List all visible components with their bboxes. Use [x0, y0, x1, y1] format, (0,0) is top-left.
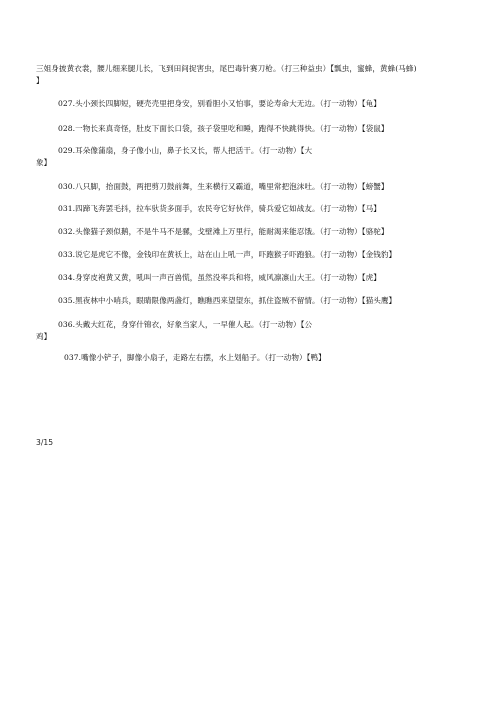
page-number: 3/15	[36, 438, 54, 447]
riddle-034: 034.身穿皮袍黄又黄，吼叫一声百兽慌，虽然没率兵和将，威风凛凛山大王。（打一动物）【虎】	[58, 273, 381, 282]
riddle-029: 029.耳朵像蒲扇，身子像小山，鼻子长又长，帮人把活干。（打一动物）【大	[58, 146, 313, 155]
riddle-026-continuation: 三姐身披黄衣裳，腰儿细来腿儿长，飞到田间捉害虫，尾巴毒针赛刀枪。（打三种益虫）【瓢虫，蜜蜂，黄蜂(马蜂)	[36, 64, 417, 73]
riddle-026-continuation-end: 】	[36, 76, 44, 85]
riddle-027: 027.头小颈长四脚短，硬壳壳里把身安，别看胆小又怕事，要论寿命大无边。（打一动物）【龟】	[58, 99, 381, 108]
riddle-035: 035.黑夜林中小哨兵，眼睛限像两盏灯，瞧瞧西来望望东，抓住盗贼不留情。（打一动物）【猫头鹰】	[58, 296, 397, 305]
riddle-030: 030.八只脚，抬面鼓，两把剪刀鼓前舞，生来横行又霸道，嘴里常把泡沫吐。（打一动物）【螃蟹】	[58, 182, 389, 191]
riddle-031: 031.四蹄飞奔罢毛抖，拉车驮货多面手，农民夸它好伙伴，骑兵爱它如战友。（打一动物）【马】	[58, 204, 381, 213]
riddle-037: 037.嘴像小铲子，脚像小扇子，走路左右摆，水上划船子。（打一动物）【鸭】	[64, 353, 326, 362]
riddle-033: 033.说它是虎它不像，金钱印在黄袄上，站在山上吼一声，吓跑猴子吓跑狼。（打一动物）【金钱豹】	[58, 250, 397, 259]
riddle-036-continuation: 鸡】	[36, 332, 52, 341]
riddle-036: 036.头戴大红花，身穿什锦衣，好象当家人，一早催人起。（打一动物）【公	[58, 320, 313, 329]
riddle-032: 032.头像猫子颈似鹅，不是牛马不是骡，戈壁滩上万里行，能耐渴来能忍饿。（打一动物）【骆驼】	[58, 227, 389, 236]
riddle-029-continuation: 象】	[36, 158, 52, 167]
riddle-028: 028.一物长来真奇怪，肚皮下面长口袋，孩子袋里吃和睡，跑得不快跳得快。（打一动物）【袋鼠】	[58, 124, 389, 133]
